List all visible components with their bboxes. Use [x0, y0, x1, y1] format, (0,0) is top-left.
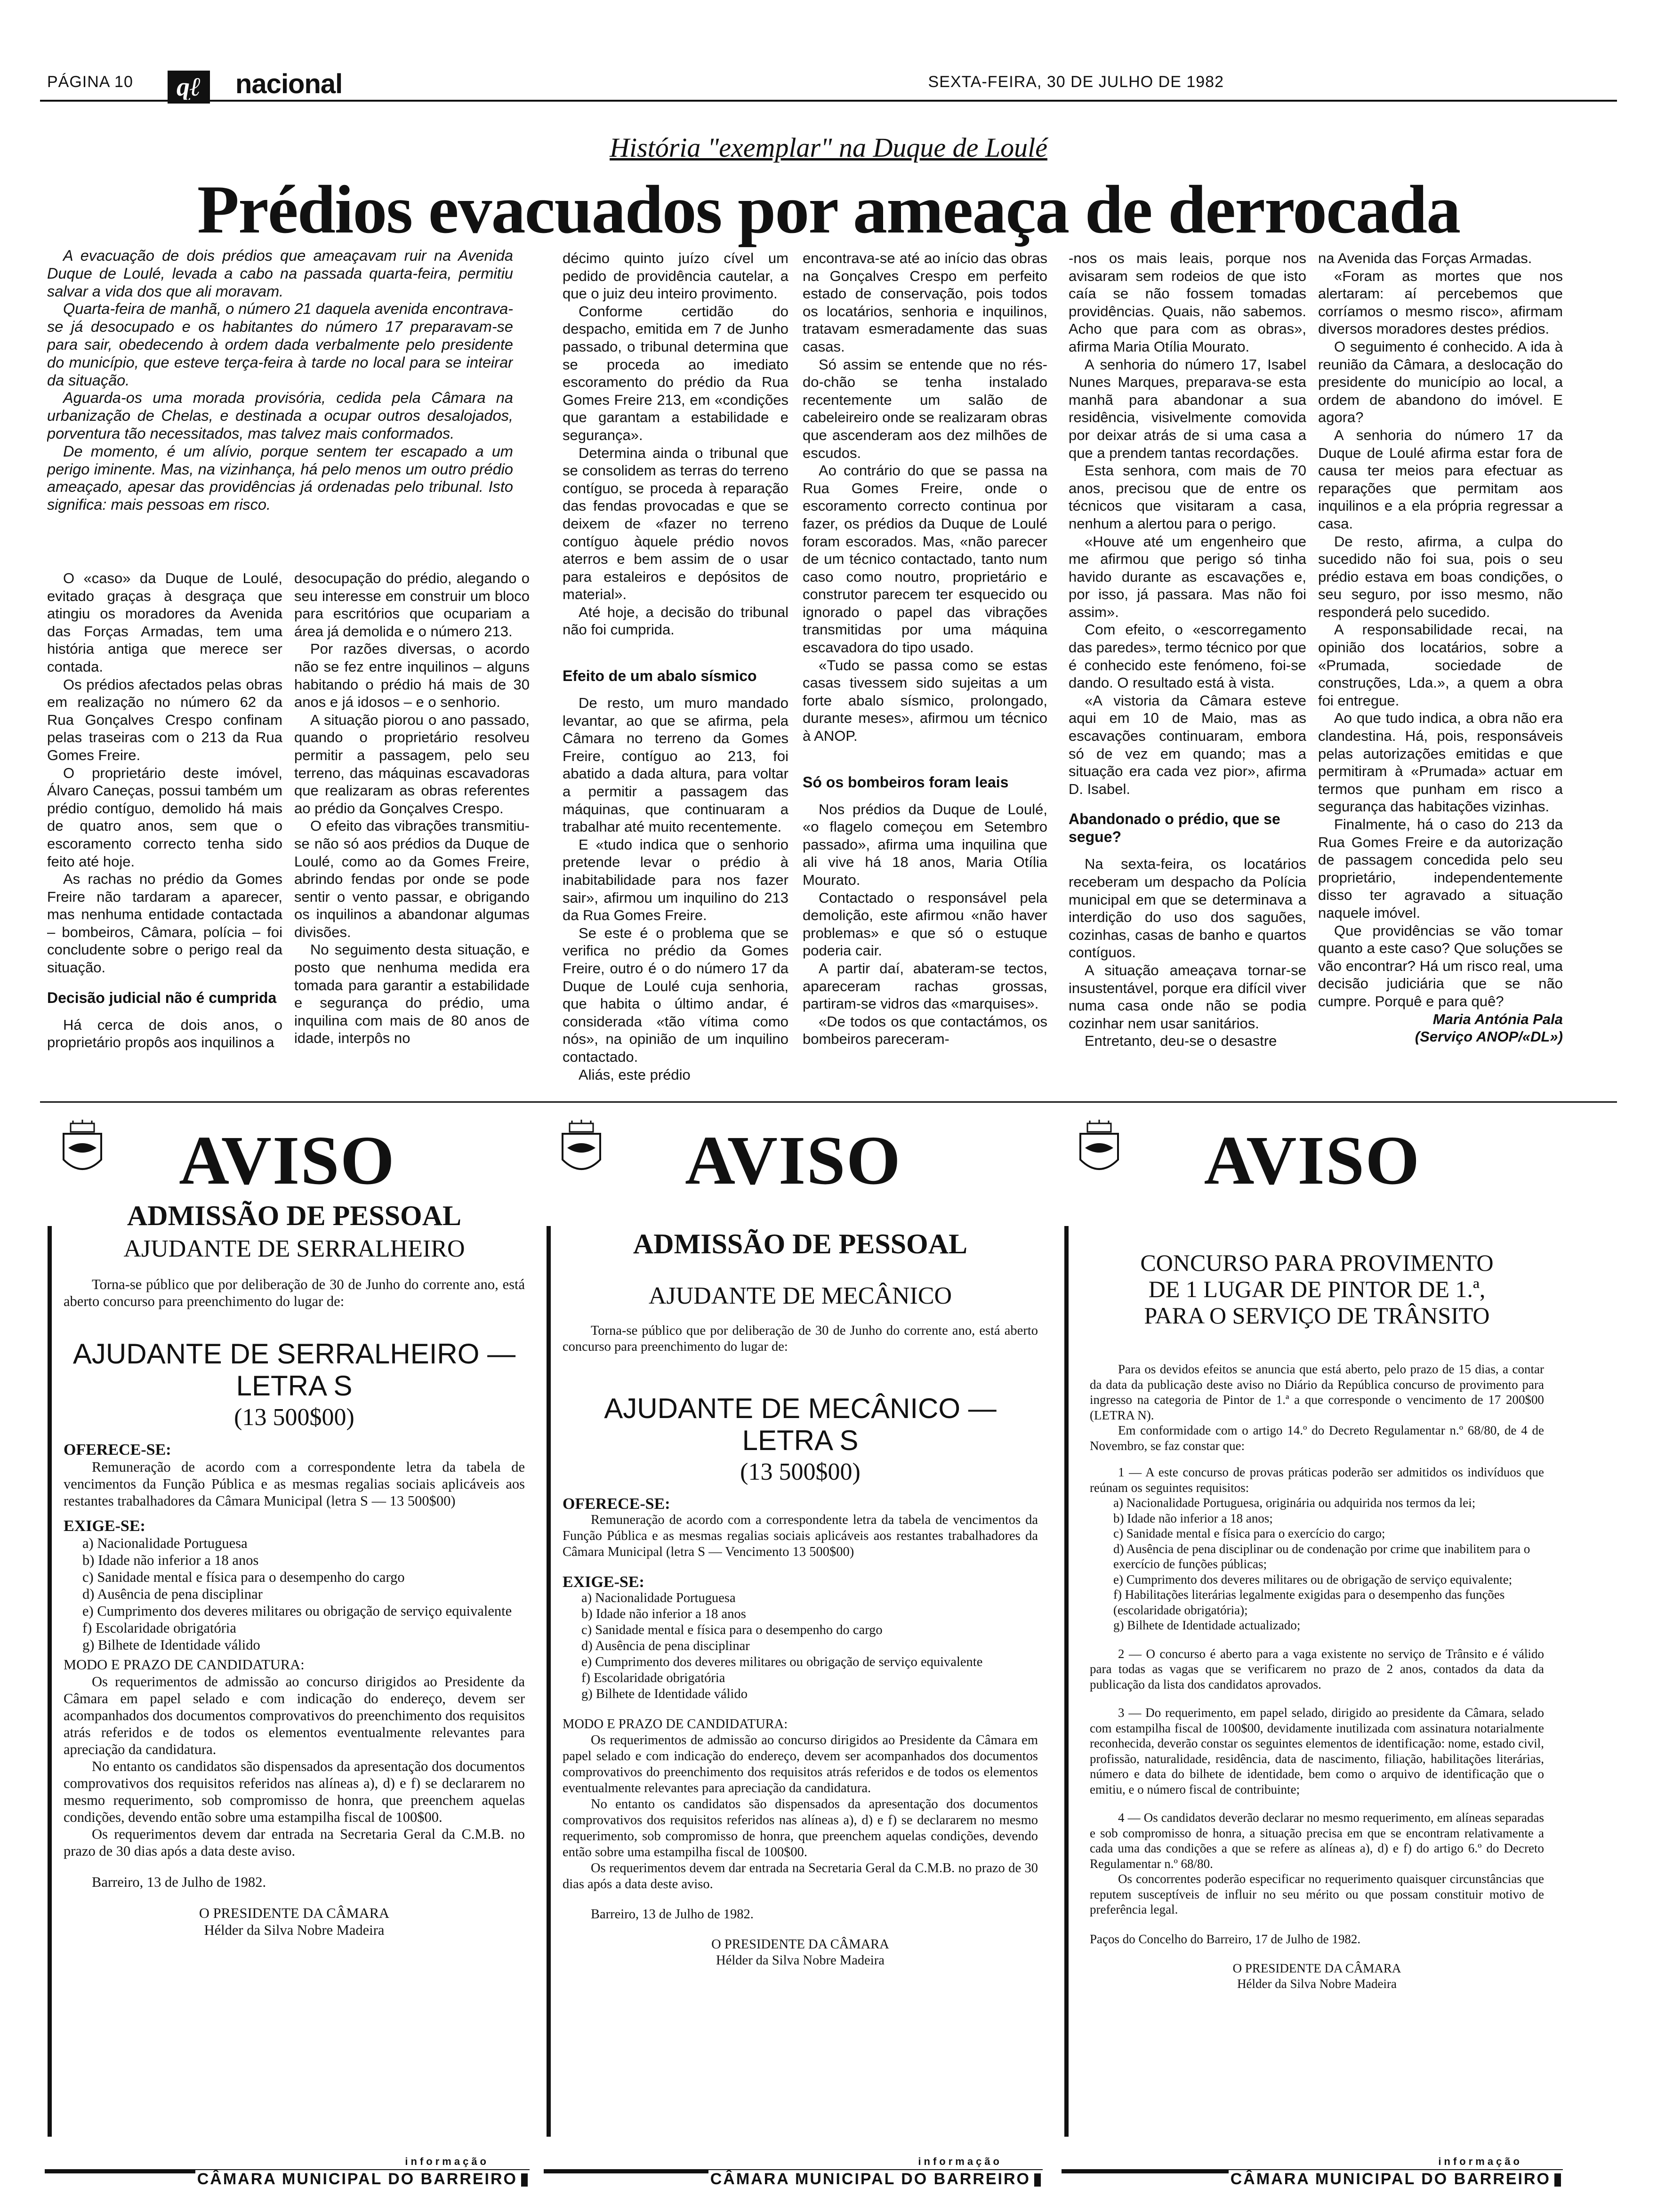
- notice-heading: AVISO: [179, 1122, 395, 1199]
- article-column-1a: [47, 569, 282, 1092]
- notice-subtitle: AJUDANTE DE SERRALHEIRO: [123, 1235, 465, 1262]
- requirement-item: e) Cumprimento dos deveres militares ou obrigação de serviço equivalente: [581, 1655, 983, 1669]
- article-column-1b: [294, 569, 530, 1092]
- notice-serralheiro: [45, 1118, 530, 2193]
- footer-municipality-label: CÂMARA MUNICIPAL DO BARREIRO: [710, 2170, 1030, 2188]
- footer-block: [1554, 2173, 1561, 2187]
- notice-title-line: PARA O SERVIÇO DE TRÂNSITO: [1144, 1302, 1490, 1329]
- notice-paragraph: 1 — A este concurso de provas práticas poderão ser admitidos os indivíduos que reúnam os seguintes requisitos:: [1090, 1465, 1544, 1495]
- body-paragraph: «Foram as mortes que nos alertaram: aí percebemos que corríamos o mesmo risco», afirmam diversos moradores destes prédios.: [1318, 267, 1563, 337]
- notice-footer: [544, 2146, 1043, 2188]
- body-paragraph: Na sexta-feira, os locatários receberam um despacho da Polícia municipal em que se determinava a interdição do uso dos saguões, cozinhas, casas de banho e quartos contíguos.: [1069, 856, 1306, 961]
- subheading: Só os bombeiros foram leais: [803, 773, 1009, 791]
- body-paragraph: «Houve até um engenheiro que me afirmou que perigo só tinha havido durante as escavações e, por isso, já passara. Mas não foi assim».: [1069, 533, 1306, 620]
- lead-paragraph: De momento, é um alívio, porque sentem ter escapado a um perigo iminente. Mas, na vizinhança, há pelo menos um outro prédio ameaçado, apesar das providências já ordenadas pelo tribunal. Isto significa: mais pessoas em risco.: [47, 442, 513, 513]
- body-paragraph: desocupação do prédio, alegando o seu interesse em construir um bloco para escritórios que ocupariam a área já demolida e o número 213.: [294, 570, 530, 640]
- notice-footer: [45, 2146, 530, 2188]
- requirement-item: b) Idade não inferior a 18 anos;: [1113, 1511, 1273, 1525]
- footer-municipality-label: CÂMARA MUNICIPAL DO BARREIRO: [1230, 2170, 1551, 2188]
- footer-block: [521, 2173, 528, 2187]
- notice-paragraph: 4 — Os candidatos deverão declarar no mesmo requerimento, em alíneas separadas e sob compromisso de honra, a situação precisa em que se encontram relativamente a cada uma das condições a que se refere as alíneas a), d) e f) do artigo 6.º do Decreto Regulamentar n.º 68/80.: [1090, 1811, 1544, 1871]
- requirement-item: g) Bilhete de Identidade válido: [82, 1637, 260, 1653]
- notice-body: [1090, 1198, 1544, 2137]
- notice-title-line: CONCURSO PARA PROVIMENTO: [1140, 1250, 1494, 1276]
- body-paragraph: A partir daí, abateram-se tectos, apareceram rachas grossas, partiram-se vidros das «marquises».: [803, 960, 1047, 1012]
- issue-date: SEXTA-FEIRA, 30 DE JULHO DE 1982: [928, 73, 1224, 91]
- requirement-item: d) Ausência de pena disciplinar ou de condenação por crime que inabilitem para o exercício de funções públicas;: [1113, 1541, 1530, 1571]
- body-paragraph: A senhoria do número 17 da Duque de Loulé afirma estar fora de causa ter meios para efectuar as reparações que permitam aos inquilinos e a ela própria regressar a casa.: [1318, 426, 1563, 532]
- body-paragraph: Por razões diversas, o acordo não se fez entre inquilinos – alguns habitando o prédio há mais de 30 anos e já idosos – e o senhorio.: [294, 641, 530, 711]
- post-letter: LETRA S: [236, 1370, 353, 1402]
- body-paragraph: «Tudo se passa como se estas casas tivessem sido sujeitas a um forte abalo sísmico, prolongado, durante meses», afirmou um técnico à ANOP.: [803, 657, 1047, 745]
- notice-paragraph: Para os devidos efeitos se anuncia que está aberto, pelo prazo de 15 dias, a contar da data da publicação deste aviso no Diário da República concurso de provimento para ingresso na categoria de Pintor de 1.ª a que corresponde o vencimento de 17 200$00 (LETRA N).: [1090, 1362, 1544, 1422]
- offers-text: Remuneração de acordo com a correspondente letra da tabela de vencimentos da Função Pública e as mesmas regalias sociais aplicáveis aos restantes trabalhadores da Câmara Municipal (letra S — 13 500$00): [64, 1459, 525, 1509]
- president-title: O PRESIDENTE DA CÂMARA: [199, 1905, 390, 1921]
- body-paragraph: Nos prédios da Duque de Loulé, «o flagelo começou em Setembro passado», afirma uma inquilina que ali vive há 18 anos, Maria Otília Mourato.: [803, 801, 1047, 888]
- notice-paragraph: Os concorrentes poderão especificar no requerimento quaisquer circunstâncias que reputem susceptíveis de influir no seu mérito ou que possam constituir motivo de preferência legal.: [1090, 1872, 1544, 1916]
- article-kicker: História "exemplar" na Duque de Loulé: [610, 132, 1047, 163]
- place-date: Paços do Concelho do Barreiro, 17 de Julho de 1982.: [1090, 1931, 1361, 1946]
- requirement-item: e) Cumprimento dos deveres militares ou obrigação de serviço equivalente: [82, 1603, 512, 1619]
- section-name: nacional: [235, 69, 343, 99]
- requirement-item: g) Bilhete de Identidade válido: [581, 1687, 748, 1701]
- body-paragraph: Há cerca de dois anos, o proprietário propôs aos inquilinos a: [47, 1016, 282, 1051]
- body-paragraph: «De todos os que contactámos, os bombeiros pareceram-: [803, 1013, 1047, 1048]
- requirement-item: c) Sanidade mental e física para o desempenho do cargo: [581, 1623, 883, 1637]
- footer-municipality: [1229, 2170, 1563, 2188]
- post-salary: (13 500$00): [234, 1404, 354, 1431]
- requirement-item: f) Escolaridade obrigatória: [82, 1620, 236, 1636]
- president-name: Hélder da Silva Nobre Madeira: [716, 1953, 885, 1968]
- body-paragraph: «A vistoria da Câmara esteve aqui em 10 de Maio, mas as escavações continuaram, embora só de vez em quando; mas a situação era cada vez pior», afirma D. Isabel.: [1069, 692, 1306, 797]
- notice-subtitle: AJUDANTE DE MECÂNICO: [648, 1282, 952, 1309]
- mode-paragraph: No entanto os candidatos são dispensados da apresentação dos documentos comprovativos dos requisitos referidos nas alíneas a), d) e f) se declararem no mesmo requerimento, sob compromisso de honra, que preenchem aquelas condições, devendo então sobre uma estampilha fiscal de 100$00.: [563, 1797, 1038, 1859]
- requires-label: EXIGE-SE:: [64, 1517, 145, 1535]
- body-paragraph: Com efeito, o «escorregamento das paredes», termo técnico por que é conhecido este fenómeno, foi-se dando. O resultado está à vista.: [1069, 621, 1306, 691]
- body-paragraph: Conforme certidão do despacho, emitida em 7 de Junho passado, o tribunal determina que se proceda ao imediato escoramento do prédio da Rua Gomes Freire 213, em «condições que garantam a estabilidade e segurança».: [563, 303, 788, 443]
- lead-paragraph: A evacuação de dois prédios que ameaçavam ruir na Avenida Duque de Loulé, levada a cabo na passada quarta-feira, permitiu salvar a vida dos que ali moravam.: [47, 247, 513, 300]
- notice-paragraph: 3 — Do requerimento, em papel selado, dirigido ao presidente da Câmara, selado com estampilha fiscal de 100$00, devidamente inutilizada com assinatura notarialmente reconhecida, deverão constar os seguintes elementos de identificação: nome, estado civil, profissão, naturalidade, residência, data de nascimento, filiação, habilitações literárias, número e data do bilhete de identidade, bem como o arquivo de identificação que o emitiu, e o número fiscal de contribuinte;: [1090, 1706, 1544, 1796]
- body-paragraph: A situação piorou o ano passado, quando o proprietário resolveu permitir a passagem, pelo seu terreno, das máquinas escavadoras que realizaram as obras referentes ao prédio da Gonçalves Crespo.: [294, 711, 530, 817]
- post-letter: LETRA S: [742, 1425, 859, 1456]
- notice-intro: Torna-se público que por deliberação de 30 de Junho do corrente ano, está aberto concurso para preenchimento do lugar de:: [64, 1276, 525, 1309]
- body-paragraph: Aliás, este prédio: [579, 1066, 691, 1083]
- article-column-2: [563, 249, 788, 1092]
- body-paragraph: Contactado o responsável pela demolição, este afirmou «não haver problemas» e que só o estuque poderia cair.: [803, 889, 1047, 959]
- article-column-4: [1069, 249, 1306, 1092]
- body-paragraph: Ao contrário do que se passa na Rua Gomes Freire, onde o escoramento correcto continua por fazer, os prédios da Duque de Loulé foram escorados. Mas, «não parecer de um técnico contactado, tanto num caso como noutro, proprietário e construtor parecem ter esquecido ou ignorado o papel das vibrações transmitidas por uma máquina escavadora do tipo usado.: [803, 462, 1047, 656]
- body-paragraph: -nos os mais leais, porque nos avisaram sem rodeios de que isto caía se não fossem tomadas providências. Quais, não sabemos. Acho que para com as obras», afirma Maria Otília Mourato.: [1069, 250, 1306, 355]
- offers-label: OFERECE-SE:: [64, 1441, 171, 1459]
- notice-paragraph: 2 — O concurso é aberto para a vaga existente no serviço de Trânsito e é válido para todas as vagas que se verificarem no prazo de 2 anos, contados da data da publicação da lista dos candidatos aprovados.: [1090, 1646, 1544, 1691]
- mode-paragraph: No entanto os candidatos são dispensados da apresentação dos documentos comprovativos dos requisitos referidos nas alíneas a), d) e f) se declararem no mesmo requerimento, sob compromisso de honra, que preenchem aquelas condições, devendo então sobre uma estampilha fiscal de 100$00.: [64, 1758, 525, 1825]
- body-paragraph: Finalmente, há o caso do 213 da Rua Gomes Freire e da autorização de passagem concedida pelo seu proprietário, independentemente disso ter agravado a situação naquele imóvel.: [1318, 816, 1563, 921]
- body-paragraph: A senhoria do número 17, Isabel Nunes Marques, preparava-se esta manhã para abandonar a sua residência, visivelmente comovida por deixar atrás de si uma casa a que a prendem tantas recordações.: [1069, 356, 1306, 461]
- body-paragraph: Esta senhora, com mais de 70 anos, precisou que de entre os técnicos que visitaram a casa, nenhum a alertou para o perigo.: [1069, 462, 1306, 532]
- article-column-5: [1318, 249, 1563, 1092]
- offers-text: Remuneração de acordo com a correspondente letra da tabela de vencimentos da Função Pública e as mesmas regalias sociais aplicáveis aos restantes trabalhadores da Câmara Municipal (letra S — Vencimento 13 500$00): [563, 1513, 1038, 1559]
- requirement-item: a) Nacionalidade Portuguesa: [82, 1535, 248, 1551]
- body-paragraph: décimo quinto juízo cível um pedido de providência cautelar, a que o juiz deu inteiro provimento.: [563, 250, 788, 302]
- requirement-item: b) Idade não inferior a 18 anos: [581, 1607, 746, 1621]
- requirements-list: [563, 1590, 1038, 1702]
- requirement-item: e) Cumprimento dos deveres militares ou de obrigação de serviço equivalente;: [1113, 1572, 1512, 1587]
- requirement-item: f) Habilitações literárias legalmente exigidas para o desempenho das funções (escolaridade obrigatória);: [1113, 1587, 1505, 1617]
- body-paragraph: Entretanto, deu-se o desastre: [1085, 1033, 1277, 1050]
- body-paragraph: encontrava-se até ao início das obras na Gonçalves Crespo em perfeito estado de conservação, pois todos os locatários, senhoria e inquilinos, tratavam esmeradamente das suas casas.: [803, 250, 1047, 355]
- requirements-list: [64, 1535, 525, 1653]
- mode-label: MODO E PRAZO DE CANDIDATURA:: [64, 1657, 305, 1673]
- president-title: O PRESIDENTE DA CÂMARA: [711, 1937, 889, 1952]
- mode-paragraph: Os requerimentos de admissão ao concurso dirigidos ao Presidente da Câmara em papel selado e com indicação do endereço, devem ser acompanhados dos documentos comprovativos do preenchimento dos requisitos atrás referidos e de todos os elementos eventualmente relevantes para apreciação da candidatura.: [563, 1733, 1038, 1795]
- notice-border: [547, 1226, 551, 2137]
- notice-heading: AVISO: [685, 1122, 901, 1199]
- requirement-item: c) Sanidade mental e física para o exercício do cargo;: [1113, 1526, 1385, 1540]
- body-paragraph: O «caso» da Duque de Loulé, evitado graças à desgraça que atingiu os moradores da Avenida das Forças Armadas, tem uma história antiga que merece ser contada.: [47, 570, 282, 675]
- author-name: Maria Antónia Pala: [1432, 1010, 1563, 1027]
- post-title: AJUDANTE DE MECÂNICO —: [604, 1393, 997, 1424]
- requirement-item: c) Sanidade mental e física para o desempenho do cargo: [82, 1569, 405, 1585]
- mode-label: MODO E PRAZO DE CANDIDATURA:: [563, 1717, 788, 1731]
- president-name: Hélder da Silva Nobre Madeira: [1237, 1976, 1397, 1991]
- subheading: Efeito de um abalo sísmico: [563, 667, 757, 685]
- body-paragraph: De resto, um muro mandado levantar, ao que se afirma, pela Câmara no terreno da Gomes Freire, contíguo ao 213, foi abatido a dada altura, para voltar a permitir a passagem das máquinas, que continuaram a trabalhar até muito recentemente.: [563, 695, 788, 835]
- requirement-item: a) Nacionalidade Portuguesa: [581, 1591, 736, 1605]
- footer-municipality-label: CÂMARA MUNICIPAL DO BARREIRO: [197, 2170, 517, 2188]
- body-paragraph: Ao que tudo indica, a obra não era clandestina. Há, pois, responsáveis pelas autorizações emitidas e que permitiram à «Prumada» actuar em termos que punham em risco a segurança das habitações vizinhas.: [1318, 710, 1563, 815]
- body-paragraph: Só assim se entende que no rés-do-chão se tenha instalado recentemente um salão de cabeleireiro onde se realizaram obras que ascenderam aos dez milhões de escudos.: [803, 356, 1047, 461]
- post-title: AJUDANTE DE SERRALHEIRO —: [72, 1338, 516, 1370]
- requirement-item: a) Nacionalidade Portuguesa, originária ou adquirida nos termos da lei;: [1113, 1496, 1476, 1510]
- notice-pintor: [1062, 1118, 1563, 2193]
- notice-title-line: DE 1 LUGAR DE PINTOR DE 1.ª,: [1148, 1276, 1486, 1302]
- mode-paragraph: Os requerimentos de admissão ao concurso dirigidos ao Presidente da Câmara em papel selado e com indicação do endereço, devem ser acompanhados dos documentos comprovativos do preenchimento dos requisitos atrás referidos e de todos os elementos eventualmente relevantes para apreciação da candidatura.: [64, 1674, 525, 1757]
- notice-mecanico: [544, 1118, 1043, 2193]
- requirement-item: g) Bilhete de Identidade actualizado;: [1113, 1618, 1301, 1632]
- requirement-item: b) Idade não inferior a 18 anos: [82, 1552, 259, 1568]
- body-paragraph: na Avenida das Forças Armadas.: [1318, 250, 1532, 266]
- body-paragraph: O seguimento é conhecido. A ida à reunião da Câmara, a deslocação do presidente do município ao local, a ordem de abandono do imóvel. E agora?: [1318, 338, 1563, 426]
- notice-body: [64, 1198, 525, 2137]
- requirement-item: f) Escolaridade obrigatória: [581, 1671, 725, 1685]
- offers-label: OFERECE-SE:: [563, 1495, 670, 1513]
- post-salary: (13 500$00): [740, 1459, 861, 1485]
- newspaper-logo: ɋℓ: [168, 71, 210, 104]
- header-rule: [40, 100, 1617, 102]
- lead-paragraph: Quarta-feira de manhã, o número 21 daquela avenida encontrava-se já desocupado e os habitantes do número 17 preparavam-se para sair, obedecendo à ordem dada verbalmente pelo presidente do município, que esteve terça-feira à tarde no local para se inteirar da situação.: [47, 300, 513, 389]
- body-paragraph: O proprietário deste imóvel, Álvaro Caneças, possui também um prédio contíguo, demolido há mais de quatro anos, sem que o escoramento correcto tenha sido feito até hoje.: [47, 764, 282, 870]
- notice-body: [563, 1198, 1038, 2137]
- footer-info: informação: [915, 2156, 1005, 2168]
- body-paragraph: Até hoje, a decisão do tribunal não foi cumprida.: [563, 603, 788, 638]
- footer-municipality: [708, 2170, 1043, 2188]
- article-lead: [47, 247, 513, 548]
- footer-block: [1034, 2173, 1041, 2187]
- body-paragraph: Se este é o problema que se verifica no prédio da Gomes Freire, outro é o do número 17 da Duque de Loulé cuja senhoria, que habita o último andar, é considerada «tão vítima como nós», na opinião de um inquilino contactado.: [563, 924, 788, 1065]
- section-divider: [40, 1101, 1617, 1103]
- lead-paragraph: Aguarda-os uma morada provisória, cedida pela Câmara na urbanização de Chelas, e destinada a ocupar outros desalojados, porventura tão necessitados, mas talvez mais conformados.: [47, 389, 513, 442]
- footer-municipality: [195, 2170, 530, 2188]
- place-date: Barreiro, 13 de Julho de 1982.: [591, 1907, 754, 1922]
- body-paragraph: Os prédios afectados pelas obras em realização no número 62 da Rua Gonçalves Crespo confinam pelas traseiras com o 213 da Rua Gomes Freire.: [47, 676, 282, 763]
- footer-info: informação: [402, 2156, 492, 2168]
- notice-paragraph: Em conformidade com o artigo 14.º do Decreto Regulamentar n.º 68/80, de 4 de Novembro, se faz constar que:: [1090, 1423, 1544, 1453]
- requirement-item: d) Ausência de pena disciplinar: [82, 1586, 263, 1602]
- notice-border: [48, 1226, 52, 2137]
- place-date: Barreiro, 13 de Julho de 1982.: [92, 1874, 266, 1890]
- body-paragraph: O efeito das vibrações transmitiu-se não só aos prédios da Duque de Loulé, como ao da Gomes Freire, abrindo fendas por onde se pode sentir o vento passar, e obrigando os inquilinos a abandonar algumas divisões.: [294, 817, 530, 940]
- requires-label: EXIGE-SE:: [563, 1573, 644, 1591]
- subheading: Decisão judicial não é cumprida: [47, 989, 277, 1006]
- requirement-item: d) Ausência de pena disciplinar: [581, 1639, 750, 1653]
- page-number: PÁGINA 10: [47, 73, 133, 91]
- president-name: Hélder da Silva Nobre Madeira: [204, 1922, 385, 1938]
- notice-title: ADMISSÃO DE PESSOAL: [633, 1228, 968, 1259]
- body-paragraph: As rachas no prédio da Gomes Freire não tardaram a aparecer, mas nenhuma entidade contactada – bombeiros, Câmara, polícia – foi concludente sobre o perigo real da situação.: [47, 871, 282, 976]
- body-paragraph: Que providências se vão tomar quanto a este caso? Que soluções se vão encontrar? Há um risco real, uma decisão judiciária que se não cumpre. Porquê e para quê?: [1318, 922, 1563, 1010]
- notice-footer: [1062, 2146, 1563, 2188]
- article-column-3: [803, 249, 1047, 1092]
- body-paragraph: No seguimento desta situação, e posto que nenhuma medida era tomada para garantir a estabilidade e segurança do prédio, uma inquilina com mais de 80 anos de idade, interpôs no: [294, 941, 530, 1047]
- notice-heading: AVISO: [1204, 1122, 1421, 1199]
- subheading: Abandonado o prédio, que se segue?: [1069, 810, 1280, 846]
- footer-info: informação: [1435, 2156, 1525, 2168]
- notice-title: ADMISSÃO DE PESSOAL: [127, 1200, 462, 1231]
- body-paragraph: A situação ameaçava tornar-se insustentável, porque era difícil viver numa casa onde não se podia cozinhar nem usar sanitários.: [1069, 962, 1306, 1032]
- article-headline: Prédios evacuados por ameaça de derrocada: [197, 171, 1460, 248]
- notice-border: [1064, 1226, 1069, 2137]
- notice-intro: Torna-se público que por deliberação de 30 de Junho do corrente ano, está aberto concurso para preenchimento do lugar de:: [563, 1323, 1038, 1354]
- body-paragraph: A responsabilidade recai, na opinião dos locatários, sobre a «Prumada, sociedade de construções, Lda.», a quem a obra foi entregue.: [1318, 621, 1563, 709]
- president-title: O PRESIDENTE DA CÂMARA: [1232, 1961, 1401, 1975]
- author-agency: (Serviço ANOP/«DL»): [1415, 1028, 1563, 1045]
- mode-paragraph: Os requerimentos devem dar entrada na Secretaria Geral da C.M.B. no prazo de 30 dias após a data deste aviso.: [64, 1826, 525, 1859]
- body-paragraph: Determina ainda o tribunal que se consolidem as terras do terreno contíguo, se proceda à reparação das fendas provocadas e que se deixem de «fazer no terreno contíguo àquele prédio novos aterros e bem assim de o usar para estaleiros e depósitos de material».: [563, 444, 788, 603]
- mode-paragraph: Os requerimentos devem dar entrada na Secretaria Geral da C.M.B. no prazo de 30 dias após a data deste aviso.: [563, 1861, 1038, 1891]
- body-paragraph: E «tudo indica que o senhorio pretende levar o prédio à inabitabilidade para nos fazer sair», afirmou um inquilino do 213 da Rua Gomes Freire.: [563, 836, 788, 924]
- body-paragraph: De resto, afirma, a culpa do sucedido não foi sua, pois o seu prédio estava em boas condições, o seu seguro, por isso mesmo, não responderá pelo sucedido.: [1318, 533, 1563, 620]
- requirements-list: [1090, 1495, 1544, 1633]
